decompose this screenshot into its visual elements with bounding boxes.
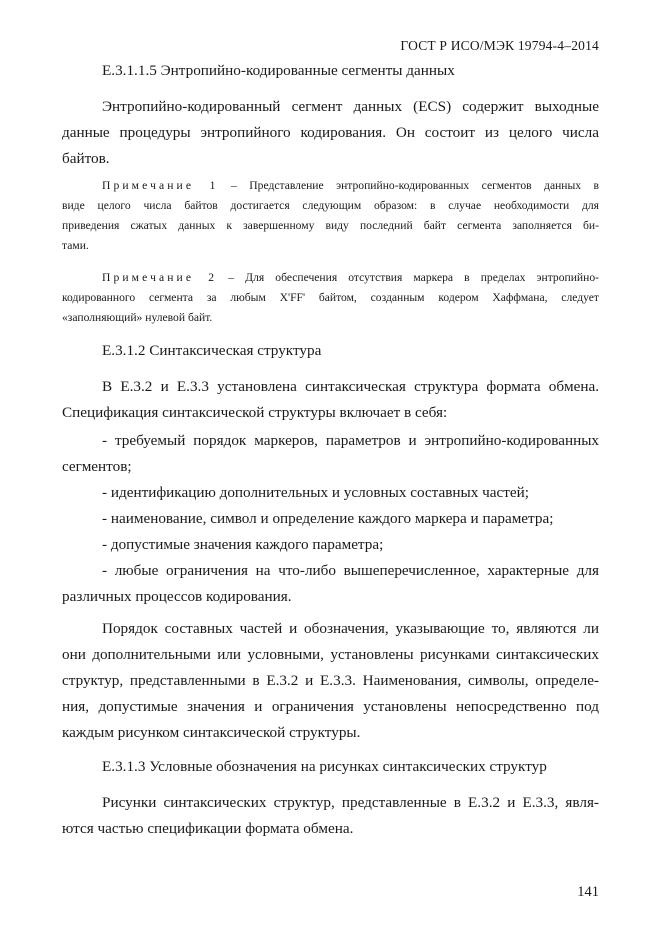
- text-line: Спецификация синтаксической структуры включает в себя:: [62, 404, 448, 421]
- text-line: ния, допустимые значения и ограничения установлены непосредственно под: [62, 698, 599, 715]
- section-heading-e31115: Е.3.1.1.5 Энтропийно-кодированные сегменты данных: [102, 62, 455, 79]
- text-line: В Е.3.2 и Е.3.3 установлена синтаксическая структура формата обмена.: [102, 378, 599, 395]
- text-line: структур, представленными в Е.3.2 и Е.3.3. Наименования, символы, определе-: [62, 672, 599, 689]
- list-item: [62, 558, 599, 610]
- list-item: [62, 506, 599, 532]
- text-line: они дополнительными или условными, установлены рисунками синтаксических: [62, 646, 599, 663]
- text-line: Рисунки синтаксических структур, представленные в Е.3.2 и Е.3.3, явля-: [102, 794, 599, 811]
- text-line: - допустимые значения каждого параметра;: [102, 536, 384, 553]
- list-item: [62, 532, 599, 558]
- list-item: [62, 480, 599, 506]
- section-heading-e313: Е.3.1.3 Условные обозначения на рисунках синтаксических структур: [102, 758, 547, 775]
- paragraph-figures: [62, 790, 599, 842]
- note-label: Примечание 1: [102, 179, 219, 192]
- text-line: сегментов;: [62, 458, 132, 475]
- note-line: [62, 268, 599, 288]
- text-line: - любые ограничения на что-либо вышеперечисленное, характерные для: [102, 562, 599, 579]
- note-2: [62, 268, 599, 328]
- text-line: - требуемый порядок маркеров, параметров и энтропийно-кодированных: [102, 432, 599, 449]
- paragraph-ecs: [62, 94, 599, 172]
- text-line: байтов.: [62, 150, 110, 167]
- paragraph-order: [62, 616, 599, 746]
- note-line: приведения сжатых данных к завершенному виду последний байт сегмента заполняется би-: [62, 219, 599, 232]
- text-line: ются частью спецификации формата обмена.: [62, 820, 354, 837]
- text-line: Энтропийно-кодированный сегмент данных (ECS) содержит выходные: [102, 98, 599, 115]
- note-line: тами.: [62, 239, 89, 252]
- note-text: – Для обеспечения отсутствия маркера в пределах энтропийно-: [228, 271, 600, 284]
- note-line: кодированного сегмента за любым X'FF' байтом, созданным кодером Хаффмана, следует: [62, 291, 599, 304]
- page-number: 141: [577, 884, 599, 900]
- text-line: - идентификацию дополнительных и условных составных частей;: [102, 484, 529, 501]
- note-line: «заполняющий» нулевой байт.: [62, 311, 213, 324]
- list-item: [62, 428, 599, 480]
- syntax-spec-list: [62, 428, 599, 610]
- note-line: виде целого числа байтов достигается следующим образом: в случае необходимости для: [62, 199, 599, 212]
- text-line: - наименование, символ и определение каждого маркера и параметра;: [102, 510, 554, 527]
- paragraph-syntax: [62, 374, 599, 426]
- document-header: ГОСТ Р ИСО/МЭК 19794-4–2014: [400, 38, 599, 53]
- text-line: данные процедуры энтропийного кодирования. Он состоит из целого числа: [62, 124, 599, 141]
- note-1: [62, 176, 599, 256]
- section-heading-e312: Е.3.1.2 Синтаксическая структура: [102, 342, 322, 359]
- text-line: Порядок составных частей и обозначения, указывающие то, являются ли: [102, 620, 599, 637]
- note-text: – Представление энтропийно-кодированных сегментов данных в: [231, 179, 600, 192]
- note-line: [62, 176, 599, 196]
- text-line: различных процессов кодирования.: [62, 588, 292, 605]
- note-label: Примечание 2: [102, 271, 218, 284]
- text-line: каждым рисунком синтаксической структуры.: [62, 724, 361, 741]
